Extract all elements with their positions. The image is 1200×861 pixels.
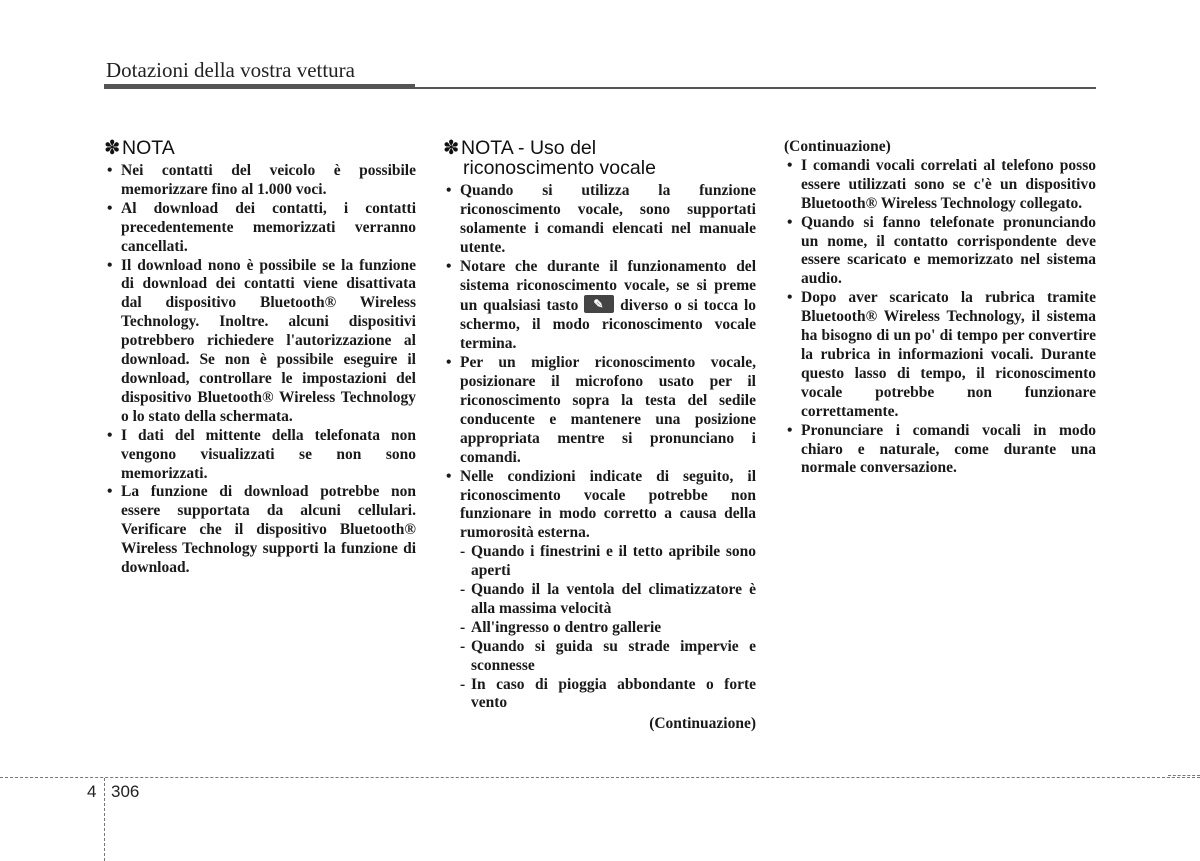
asterism-icon: ✽ [443,137,460,159]
sub-list-item: - All'ingresso o dentro gallerie [460,618,662,636]
voice-heading [443,138,756,178]
page-number: 306 [111,782,140,801]
nota-list [104,162,416,578]
voice-list [443,182,756,713]
voice-heading-line2: riconoscimento vocale [463,157,656,179]
page-header-title: Dotazioni della vostra vettura [106,58,355,82]
sub-list-item: - Quando si guida su strade impervie e sconnesse [460,637,756,674]
list-item: • Al download dei contatti, i contatti precedentemente memorizzati verranno cancellati. [107,199,416,255]
chapter-number: 4 [87,782,97,801]
column-nota [104,138,416,578]
list-item: • Per un miglior riconoscimento vocale, posizionare il microfono usato per il riconoscimento sopra la testa del sedile conducente e mantenere una posizione appropriata mentre si pronunciano i comandi. [446,354,756,466]
list-item: • Il download nono è possibile se la funzione di download dei contatti viene disattivata dal dispositivo Bluetooth® Wireless Technology. Inoltre. alcuni dispositivi potrebbero richiedere l'autorizzazione al download. Se non è possibile eseguire il download, controllare le impostazioni del dispositivo Bluetooth® Wireless Technology o lo stato della schermata. [107,256,416,425]
header-rule-thin [415,87,1096,89]
list-item: • Quando si utilizza la funzione riconoscimento vocale, sono supportati solamente i comandi elencati nel manuale utente. [446,182,756,256]
asterism-icon: ✽ [104,137,121,159]
column-continuation [784,138,1096,478]
voice-recognition-icon [584,295,614,313]
list-item: • I dati del mittente della telefonata non vengono visualizzati se non sono memorizzati. [107,426,416,482]
nota-heading [104,138,416,158]
nota-heading-text: NOTA [122,137,175,159]
sub-list-item: - Quando i finestrini e il tetto apribile sono aperti [460,543,756,580]
list-item: • La funzione di download potrebbe non essere supportata da alcuni cellulari. Verificare che il dispositivo Bluetooth® Wireless Technology supporti la funzione di download. [107,483,416,577]
list-item: • Quando si fanno telefonate pronunciando un nome, il contatto corrispondente deve essere scaricato e memorizzato nel sistema audio. [787,213,1096,288]
list-item: • Nelle condizioni indicate di seguito, il riconoscimento vocale potrebbe non funzionare in modo corretto a causa della rumorosità esterna. - Quando i finestrini e il tetto apribile sono aperti - Quando il la ventola del climatizzatore è alla massima velocità - All'ingresso o dentro gallerie - Quando si guida su strade impervie e sconnesse - In caso di pioggia abbondante o forte vento [446,467,756,712]
footer-divider-accent [1168,775,1200,776]
list-item: • Nei contatti del veicolo è possibile memorizzare fino al 1.000 voci. [107,162,416,198]
continued-label: (Continuazione) [784,138,891,155]
column-voice-recognition [443,138,756,734]
sub-list-item: - In caso di pioggia abbondante o forte vento [460,675,756,712]
sub-list-item: - Quando il la ventola del climatizzatore è alla massima velocità [460,581,756,617]
conditions-sublist [460,543,756,713]
voice-heading-line1: NOTA - Uso del [461,137,597,159]
list-item: • I comandi vocali correlati al telefono posso essere utilizzati sono se c'è un dispositivo Bluetooth® Wireless Technology collegato. [787,156,1096,212]
continuation-list [784,157,1096,478]
list-item: • Pronunciare i comandi vocali in modo chiaro e naturale, come durante una normale conversazione. [787,421,1096,477]
list-item: • Dopo aver scaricato la rubrica tramite Bluetooth® Wireless Technology, il sistema ha bisogno di un po' di tempo per convertire la rubrica in informazioni vocali. Durante questo lasso di tempo, il riconoscimento vocale potrebbe non funzionare correttamente. [787,289,1096,420]
footer-divider [0,777,1200,778]
header-rule-thick [104,84,415,89]
footer-vertical-divider [104,778,105,861]
list-item: • Notare che durante il funzionamento del sistema riconoscimento vocale, se si preme un qualsiasi tasto✎ diverso o si tocca lo schermo, il modo riconoscimento vocale termina. [443,258,756,355]
continued-label: (Continuazione) [649,715,756,733]
